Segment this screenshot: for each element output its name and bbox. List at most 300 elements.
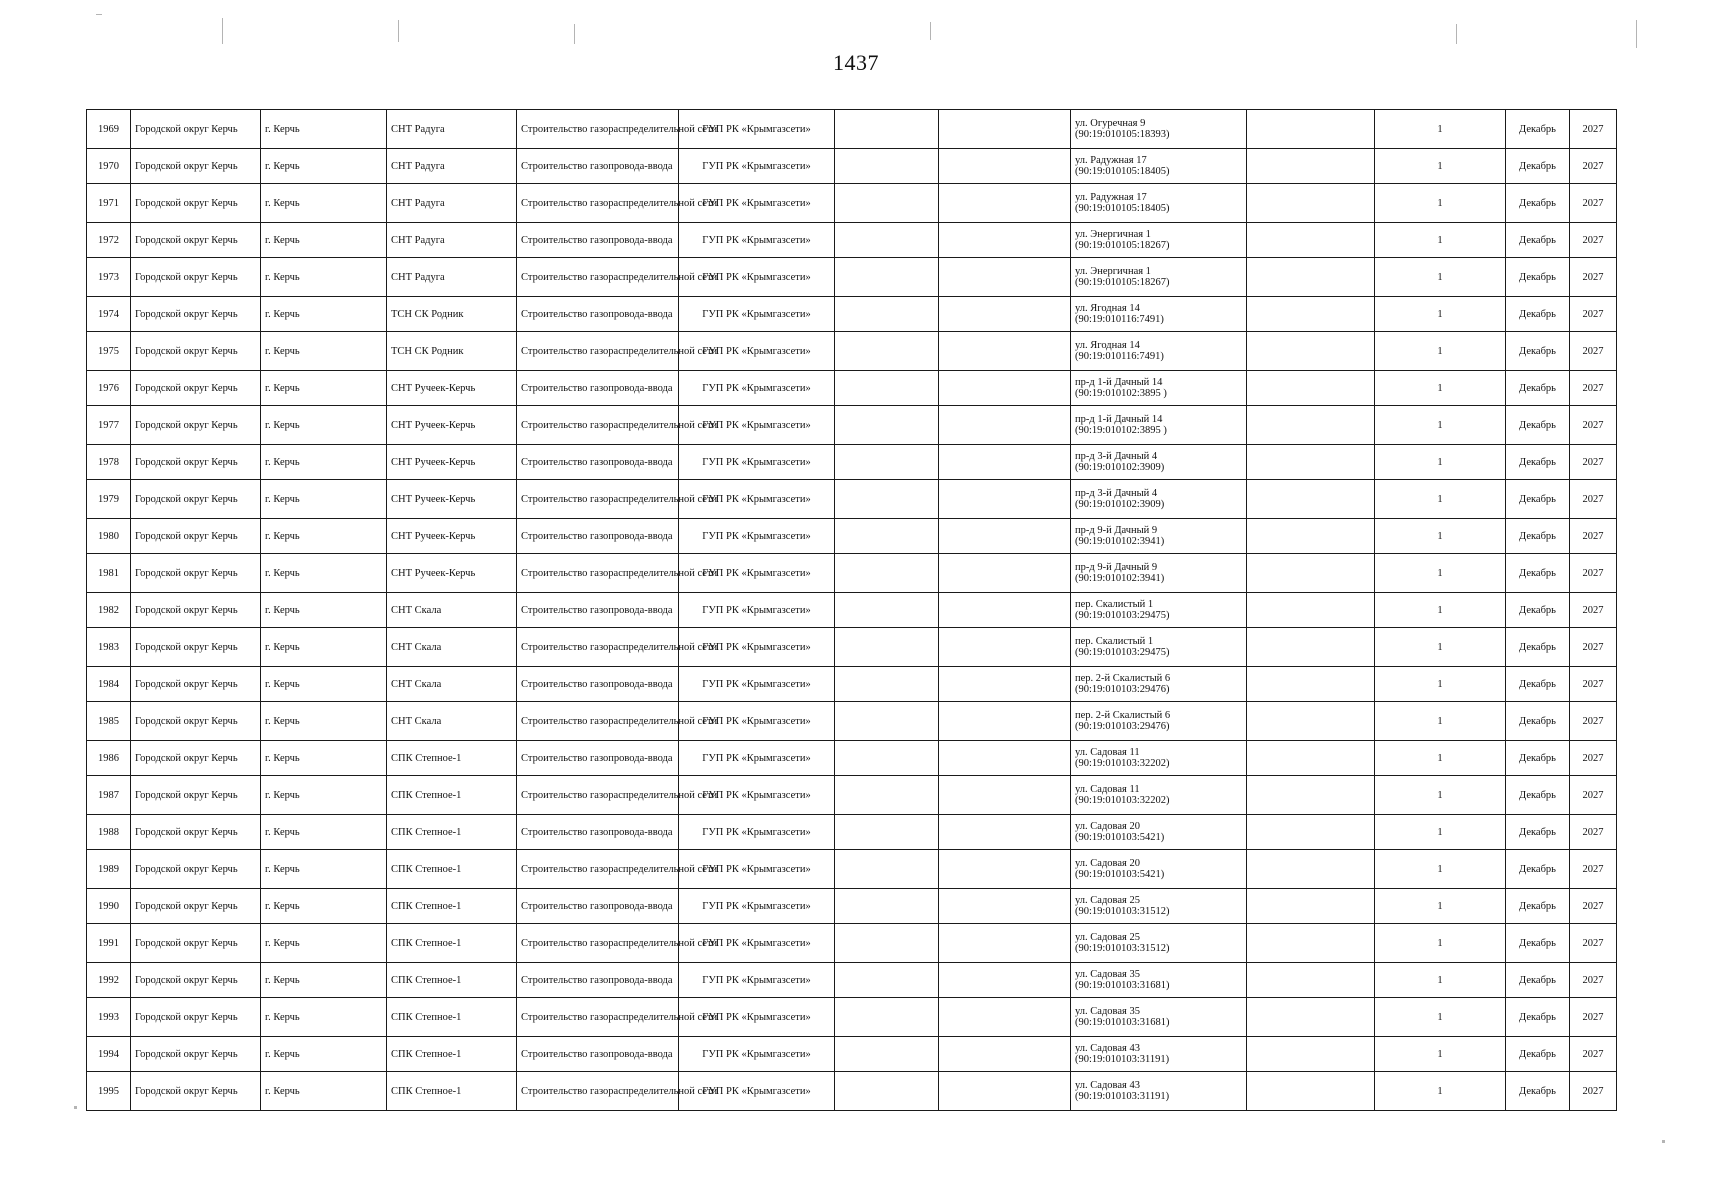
- cell-district: Городской округ Керчь: [131, 554, 261, 593]
- cell-empty: [835, 1037, 939, 1072]
- cell-organization: ГУП РК «Крымгазсети»: [679, 332, 835, 371]
- table-row: [87, 924, 1617, 963]
- cell-work-type: Строительство газопровода-ввода: [517, 741, 679, 776]
- address-street: ул. Садовая 43: [1075, 1080, 1140, 1091]
- cell-count: 1: [1375, 480, 1506, 519]
- cell-year: 2027: [1570, 110, 1617, 149]
- address-street: пр-д 1-й Дачный 14: [1075, 377, 1163, 388]
- address-cadastre: (90:19:010103:5421): [1075, 869, 1165, 880]
- cell-address: [1071, 223, 1247, 258]
- table-row: [87, 332, 1617, 371]
- cell-empty: [835, 480, 939, 519]
- cell-count: 1: [1375, 554, 1506, 593]
- cell-city: г. Керчь: [261, 332, 387, 371]
- cell-empty: [939, 297, 1071, 332]
- cell-empty: [939, 332, 1071, 371]
- cell-address: [1071, 371, 1247, 406]
- cell-district: Городской округ Керчь: [131, 963, 261, 998]
- cell-year: 2027: [1570, 998, 1617, 1037]
- address-street: ул. Огуречная 9: [1075, 118, 1146, 129]
- cell-year: 2027: [1570, 702, 1617, 741]
- cell-address: [1071, 149, 1247, 184]
- address-street: ул. Радужная 17: [1075, 155, 1147, 166]
- cell-city: г. Керчь: [261, 149, 387, 184]
- cell-settlement: СНТ Скала: [387, 628, 517, 667]
- cell-district: Городской округ Керчь: [131, 1072, 261, 1111]
- cell-count: 1: [1375, 593, 1506, 628]
- cell-count: 1: [1375, 667, 1506, 702]
- cell-organization: ГУП РК «Крымгазсети»: [679, 554, 835, 593]
- register-table-body: [87, 110, 1617, 1111]
- cell-settlement: СНТ Радуга: [387, 149, 517, 184]
- cell-row-number: 1989: [87, 850, 131, 889]
- cell-empty: [1247, 332, 1375, 371]
- cell-month: Декабрь: [1506, 998, 1570, 1037]
- cell-district: Городской округ Керчь: [131, 406, 261, 445]
- cell-count: 1: [1375, 963, 1506, 998]
- cell-city: г. Керчь: [261, 667, 387, 702]
- cell-organization: ГУП РК «Крымгазсети»: [679, 223, 835, 258]
- cell-month: Декабрь: [1506, 445, 1570, 480]
- cell-month: Декабрь: [1506, 1037, 1570, 1072]
- cell-district: Городской округ Керчь: [131, 850, 261, 889]
- cell-settlement: СНТ Скала: [387, 667, 517, 702]
- cell-address: [1071, 184, 1247, 223]
- cell-empty: [835, 1072, 939, 1111]
- cell-district: Городской округ Керчь: [131, 889, 261, 924]
- cell-empty: [939, 924, 1071, 963]
- scan-noise: [1636, 20, 1637, 48]
- cell-empty: [1247, 110, 1375, 149]
- cell-work-type: Строительство газораспределительной сети: [517, 628, 679, 667]
- cell-organization: ГУП РК «Крымгазсети»: [679, 445, 835, 480]
- cell-address: [1071, 628, 1247, 667]
- cell-year: 2027: [1570, 1072, 1617, 1111]
- cell-settlement: СПК Степное-1: [387, 998, 517, 1037]
- cell-organization: ГУП РК «Крымгазсети»: [679, 406, 835, 445]
- cell-count: 1: [1375, 519, 1506, 554]
- cell-settlement: СНТ Радуга: [387, 110, 517, 149]
- cell-settlement: СПК Степное-1: [387, 850, 517, 889]
- cell-year: 2027: [1570, 889, 1617, 924]
- cell-month: Декабрь: [1506, 850, 1570, 889]
- cell-work-type: Строительство газопровода-ввода: [517, 149, 679, 184]
- address-cadastre: (90:19:010105:18393): [1075, 129, 1170, 140]
- address-cadastre: (90:19:010103:31512): [1075, 943, 1170, 954]
- cell-district: Городской округ Керчь: [131, 223, 261, 258]
- cell-address: [1071, 1072, 1247, 1111]
- cell-empty: [1247, 593, 1375, 628]
- table-row: [87, 1037, 1617, 1072]
- cell-month: Декабрь: [1506, 628, 1570, 667]
- cell-work-type: Строительство газопровода-ввода: [517, 1037, 679, 1072]
- cell-empty: [835, 332, 939, 371]
- cell-month: Декабрь: [1506, 480, 1570, 519]
- cell-row-number: 1977: [87, 406, 131, 445]
- cell-count: 1: [1375, 815, 1506, 850]
- cell-organization: ГУП РК «Крымгазсети»: [679, 815, 835, 850]
- cell-count: 1: [1375, 741, 1506, 776]
- cell-empty: [939, 776, 1071, 815]
- cell-empty: [1247, 776, 1375, 815]
- cell-empty: [835, 628, 939, 667]
- cell-empty: [835, 741, 939, 776]
- table-row: [87, 371, 1617, 406]
- cell-month: Декабрь: [1506, 406, 1570, 445]
- address-cadastre: (90:19:010103:31191): [1075, 1091, 1170, 1102]
- table-row: [87, 776, 1617, 815]
- address-street: ул. Энергичная 1: [1075, 229, 1151, 240]
- cell-month: Декабрь: [1506, 963, 1570, 998]
- cell-work-type: Строительство газопровода-ввода: [517, 593, 679, 628]
- cell-empty: [835, 593, 939, 628]
- cell-month: Декабрь: [1506, 519, 1570, 554]
- cell-month: Декабрь: [1506, 924, 1570, 963]
- cell-settlement: СПК Степное-1: [387, 1037, 517, 1072]
- cell-year: 2027: [1570, 628, 1617, 667]
- cell-organization: ГУП РК «Крымгазсети»: [679, 593, 835, 628]
- cell-district: Городской округ Керчь: [131, 519, 261, 554]
- address-cadastre: (90:19:010103:32202): [1075, 795, 1170, 806]
- address-street: ул. Энергичная 1: [1075, 266, 1151, 277]
- cell-organization: ГУП РК «Крымгазсети»: [679, 480, 835, 519]
- address-street: ул. Радужная 17: [1075, 192, 1147, 203]
- cell-year: 2027: [1570, 184, 1617, 223]
- address-street: ул. Ягодная 14: [1075, 303, 1140, 314]
- cell-address: [1071, 519, 1247, 554]
- cell-address: [1071, 667, 1247, 702]
- cell-month: Декабрь: [1506, 702, 1570, 741]
- cell-work-type: Строительство газопровода-ввода: [517, 963, 679, 998]
- address-street: пер. Скалистый 1: [1075, 599, 1154, 610]
- cell-count: 1: [1375, 924, 1506, 963]
- cell-work-type: Строительство газопровода-ввода: [517, 519, 679, 554]
- page-number: 1437: [833, 50, 879, 75]
- cell-city: г. Керчь: [261, 554, 387, 593]
- cell-empty: [939, 628, 1071, 667]
- address-cadastre: (90:19:010103:32202): [1075, 758, 1170, 769]
- table-row: [87, 850, 1617, 889]
- cell-month: Декабрь: [1506, 223, 1570, 258]
- cell-month: Декабрь: [1506, 371, 1570, 406]
- cell-city: г. Керчь: [261, 406, 387, 445]
- address-street: ул. Садовая 11: [1075, 747, 1140, 758]
- cell-city: г. Керчь: [261, 480, 387, 519]
- table-row: [87, 184, 1617, 223]
- cell-district: Городской округ Керчь: [131, 110, 261, 149]
- cell-district: Городской округ Керчь: [131, 371, 261, 406]
- cell-row-number: 1994: [87, 1037, 131, 1072]
- cell-empty: [1247, 149, 1375, 184]
- cell-city: г. Керчь: [261, 889, 387, 924]
- cell-city: г. Керчь: [261, 741, 387, 776]
- cell-work-type: Строительство газопровода-ввода: [517, 371, 679, 406]
- cell-empty: [1247, 406, 1375, 445]
- address-street: пр-д 9-й Дачный 9: [1075, 525, 1158, 536]
- cell-organization: ГУП РК «Крымгазсети»: [679, 110, 835, 149]
- scan-noise: [1456, 24, 1457, 44]
- address-cadastre: (90:19:010103:29476): [1075, 721, 1170, 732]
- cell-district: Городской округ Керчь: [131, 702, 261, 741]
- cell-address: [1071, 110, 1247, 149]
- cell-empty: [1247, 1072, 1375, 1111]
- cell-organization: ГУП РК «Крымгазсети»: [679, 850, 835, 889]
- table-row: [87, 998, 1617, 1037]
- cell-month: Декабрь: [1506, 667, 1570, 702]
- cell-district: Городской округ Керчь: [131, 593, 261, 628]
- scan-noise: [574, 24, 575, 44]
- cell-address: [1071, 924, 1247, 963]
- cell-empty: [1247, 297, 1375, 332]
- cell-year: 2027: [1570, 258, 1617, 297]
- address-cadastre: (90:19:010103:31681): [1075, 1017, 1170, 1028]
- cell-empty: [835, 110, 939, 149]
- scan-noise: [930, 22, 931, 40]
- cell-count: 1: [1375, 889, 1506, 924]
- address-cadastre: (90:19:010102:3941): [1075, 536, 1165, 547]
- address-cadastre: (90:19:010102:3895 ): [1075, 425, 1167, 436]
- cell-empty: [835, 184, 939, 223]
- table-row: [87, 741, 1617, 776]
- cell-row-number: 1993: [87, 998, 131, 1037]
- cell-empty: [939, 110, 1071, 149]
- cell-city: г. Керчь: [261, 702, 387, 741]
- cell-work-type: Строительство газораспределительной сети: [517, 850, 679, 889]
- address-street: ул. Садовая 11: [1075, 784, 1140, 795]
- cell-month: Декабрь: [1506, 1072, 1570, 1111]
- cell-address: [1071, 258, 1247, 297]
- cell-district: Городской округ Керчь: [131, 297, 261, 332]
- cell-row-number: 1981: [87, 554, 131, 593]
- cell-month: Декабрь: [1506, 297, 1570, 332]
- cell-year: 2027: [1570, 593, 1617, 628]
- register-table: [86, 109, 1617, 1111]
- address-cadastre: (90:19:010102:3941): [1075, 573, 1165, 584]
- cell-district: Городской округ Керчь: [131, 815, 261, 850]
- scan-noise: [398, 20, 399, 42]
- cell-settlement: СНТ Ручеек-Керчь: [387, 406, 517, 445]
- table-row: [87, 667, 1617, 702]
- cell-settlement: СНТ Ручеек-Керчь: [387, 480, 517, 519]
- cell-empty: [835, 702, 939, 741]
- cell-empty: [939, 741, 1071, 776]
- address-cadastre: (90:19:010103:31681): [1075, 980, 1170, 991]
- cell-count: 1: [1375, 776, 1506, 815]
- cell-year: 2027: [1570, 406, 1617, 445]
- cell-settlement: СПК Степное-1: [387, 1072, 517, 1111]
- address-cadastre: (90:19:010105:18405): [1075, 203, 1170, 214]
- table-row: [87, 1072, 1617, 1111]
- cell-empty: [835, 258, 939, 297]
- cell-empty: [939, 445, 1071, 480]
- address-street: ул. Садовая 35: [1075, 969, 1140, 980]
- cell-year: 2027: [1570, 332, 1617, 371]
- address-cadastre: (90:19:010103:29475): [1075, 610, 1170, 621]
- cell-city: г. Керчь: [261, 258, 387, 297]
- cell-month: Декабрь: [1506, 776, 1570, 815]
- cell-work-type: Строительство газопровода-ввода: [517, 815, 679, 850]
- address-cadastre: (90:19:010105:18405): [1075, 166, 1170, 177]
- cell-address: [1071, 741, 1247, 776]
- address-street: пер. Скалистый 1: [1075, 636, 1154, 647]
- cell-settlement: СНТ Ручеек-Керчь: [387, 519, 517, 554]
- cell-count: 1: [1375, 1072, 1506, 1111]
- cell-row-number: 1984: [87, 667, 131, 702]
- cell-organization: ГУП РК «Крымгазсети»: [679, 297, 835, 332]
- address-street: ул. Садовая 35: [1075, 1006, 1140, 1017]
- cell-row-number: 1971: [87, 184, 131, 223]
- address-cadastre: (90:19:010102:3895 ): [1075, 388, 1167, 399]
- cell-district: Городской округ Керчь: [131, 480, 261, 519]
- address-street: пр-д 3-й Дачный 4: [1075, 451, 1158, 462]
- cell-address: [1071, 998, 1247, 1037]
- cell-count: 1: [1375, 149, 1506, 184]
- table-row: [87, 223, 1617, 258]
- cell-organization: ГУП РК «Крымгазсети»: [679, 667, 835, 702]
- cell-empty: [939, 667, 1071, 702]
- cell-empty: [1247, 184, 1375, 223]
- cell-work-type: Строительство газораспределительной сети: [517, 1072, 679, 1111]
- cell-address: [1071, 702, 1247, 741]
- address-cadastre: (90:19:010103:31191): [1075, 1054, 1170, 1065]
- cell-settlement: СПК Степное-1: [387, 889, 517, 924]
- cell-row-number: 1983: [87, 628, 131, 667]
- address-cadastre: (90:19:010103:31512): [1075, 906, 1170, 917]
- cell-month: Декабрь: [1506, 815, 1570, 850]
- cell-empty: [835, 445, 939, 480]
- cell-settlement: СНТ Ручеек-Керчь: [387, 445, 517, 480]
- cell-organization: ГУП РК «Крымгазсети»: [679, 741, 835, 776]
- cell-year: 2027: [1570, 667, 1617, 702]
- scan-noise: [1662, 1140, 1665, 1143]
- cell-row-number: 1982: [87, 593, 131, 628]
- cell-year: 2027: [1570, 371, 1617, 406]
- cell-row-number: 1987: [87, 776, 131, 815]
- cell-city: г. Керчь: [261, 593, 387, 628]
- cell-empty: [1247, 741, 1375, 776]
- cell-empty: [939, 998, 1071, 1037]
- cell-row-number: 1992: [87, 963, 131, 998]
- cell-month: Декабрь: [1506, 110, 1570, 149]
- cell-empty: [835, 519, 939, 554]
- cell-settlement: СНТ Ручеек-Керчь: [387, 371, 517, 406]
- cell-empty: [939, 554, 1071, 593]
- cell-work-type: Строительство газораспределительной сети: [517, 332, 679, 371]
- cell-row-number: 1976: [87, 371, 131, 406]
- cell-empty: [1247, 702, 1375, 741]
- address-cadastre: (90:19:010105:18267): [1075, 277, 1170, 288]
- cell-city: г. Керчь: [261, 1037, 387, 1072]
- cell-settlement: СПК Степное-1: [387, 741, 517, 776]
- cell-work-type: Строительство газопровода-ввода: [517, 223, 679, 258]
- cell-empty: [939, 1072, 1071, 1111]
- cell-work-type: Строительство газораспределительной сети: [517, 776, 679, 815]
- cell-work-type: Строительство газопровода-ввода: [517, 667, 679, 702]
- table-row: [87, 593, 1617, 628]
- cell-settlement: СПК Степное-1: [387, 963, 517, 998]
- cell-settlement: СПК Степное-1: [387, 815, 517, 850]
- cell-row-number: 1990: [87, 889, 131, 924]
- cell-empty: [939, 593, 1071, 628]
- cell-month: Декабрь: [1506, 593, 1570, 628]
- cell-organization: ГУП РК «Крымгазсети»: [679, 628, 835, 667]
- table-row: [87, 889, 1617, 924]
- cell-count: 1: [1375, 371, 1506, 406]
- cell-city: г. Керчь: [261, 519, 387, 554]
- cell-empty: [939, 702, 1071, 741]
- cell-empty: [1247, 445, 1375, 480]
- cell-count: 1: [1375, 332, 1506, 371]
- cell-empty: [1247, 223, 1375, 258]
- cell-empty: [1247, 1037, 1375, 1072]
- address-street: ул. Ягодная 14: [1075, 340, 1140, 351]
- cell-empty: [835, 297, 939, 332]
- cell-empty: [835, 924, 939, 963]
- cell-empty: [835, 998, 939, 1037]
- cell-month: Декабрь: [1506, 889, 1570, 924]
- cell-empty: [835, 776, 939, 815]
- cell-month: Декабрь: [1506, 554, 1570, 593]
- cell-row-number: 1985: [87, 702, 131, 741]
- cell-settlement: СНТ Радуга: [387, 258, 517, 297]
- cell-row-number: 1974: [87, 297, 131, 332]
- cell-empty: [1247, 889, 1375, 924]
- address-street: ул. Садовая 20: [1075, 858, 1140, 869]
- cell-settlement: СНТ Радуга: [387, 184, 517, 223]
- address-street: пр-д 9-й Дачный 9: [1075, 562, 1158, 573]
- cell-settlement: СНТ Скала: [387, 702, 517, 741]
- cell-row-number: 1970: [87, 149, 131, 184]
- cell-work-type: Строительство газораспределительной сети: [517, 110, 679, 149]
- cell-empty: [1247, 371, 1375, 406]
- cell-address: [1071, 815, 1247, 850]
- cell-address: [1071, 445, 1247, 480]
- cell-city: г. Керчь: [261, 963, 387, 998]
- address-street: пр-д 3-й Дачный 4: [1075, 488, 1158, 499]
- cell-address: [1071, 776, 1247, 815]
- cell-district: Городской округ Керчь: [131, 258, 261, 297]
- address-cadastre: (90:19:010116:7491): [1075, 351, 1164, 362]
- cell-empty: [835, 815, 939, 850]
- cell-district: Городской округ Керчь: [131, 776, 261, 815]
- cell-empty: [835, 667, 939, 702]
- cell-city: г. Керчь: [261, 297, 387, 332]
- cell-settlement: СПК Степное-1: [387, 776, 517, 815]
- table-row: [87, 628, 1617, 667]
- cell-year: 2027: [1570, 297, 1617, 332]
- cell-empty: [835, 850, 939, 889]
- cell-city: г. Керчь: [261, 850, 387, 889]
- cell-empty: [939, 406, 1071, 445]
- cell-year: 2027: [1570, 554, 1617, 593]
- cell-count: 1: [1375, 110, 1506, 149]
- cell-work-type: Строительство газораспределительной сети: [517, 702, 679, 741]
- cell-address: [1071, 850, 1247, 889]
- cell-empty: [835, 149, 939, 184]
- cell-month: Декабрь: [1506, 184, 1570, 223]
- cell-organization: ГУП РК «Крымгазсети»: [679, 1072, 835, 1111]
- address-cadastre: (90:19:010103:29475): [1075, 647, 1170, 658]
- cell-empty: [939, 223, 1071, 258]
- table-row: [87, 480, 1617, 519]
- cell-work-type: Строительство газораспределительной сети: [517, 258, 679, 297]
- address-cadastre: (90:19:010116:7491): [1075, 314, 1164, 325]
- scan-noise: [96, 14, 102, 15]
- cell-row-number: 1980: [87, 519, 131, 554]
- cell-empty: [1247, 850, 1375, 889]
- cell-organization: ГУП РК «Крымгазсети»: [679, 776, 835, 815]
- cell-month: Декабрь: [1506, 258, 1570, 297]
